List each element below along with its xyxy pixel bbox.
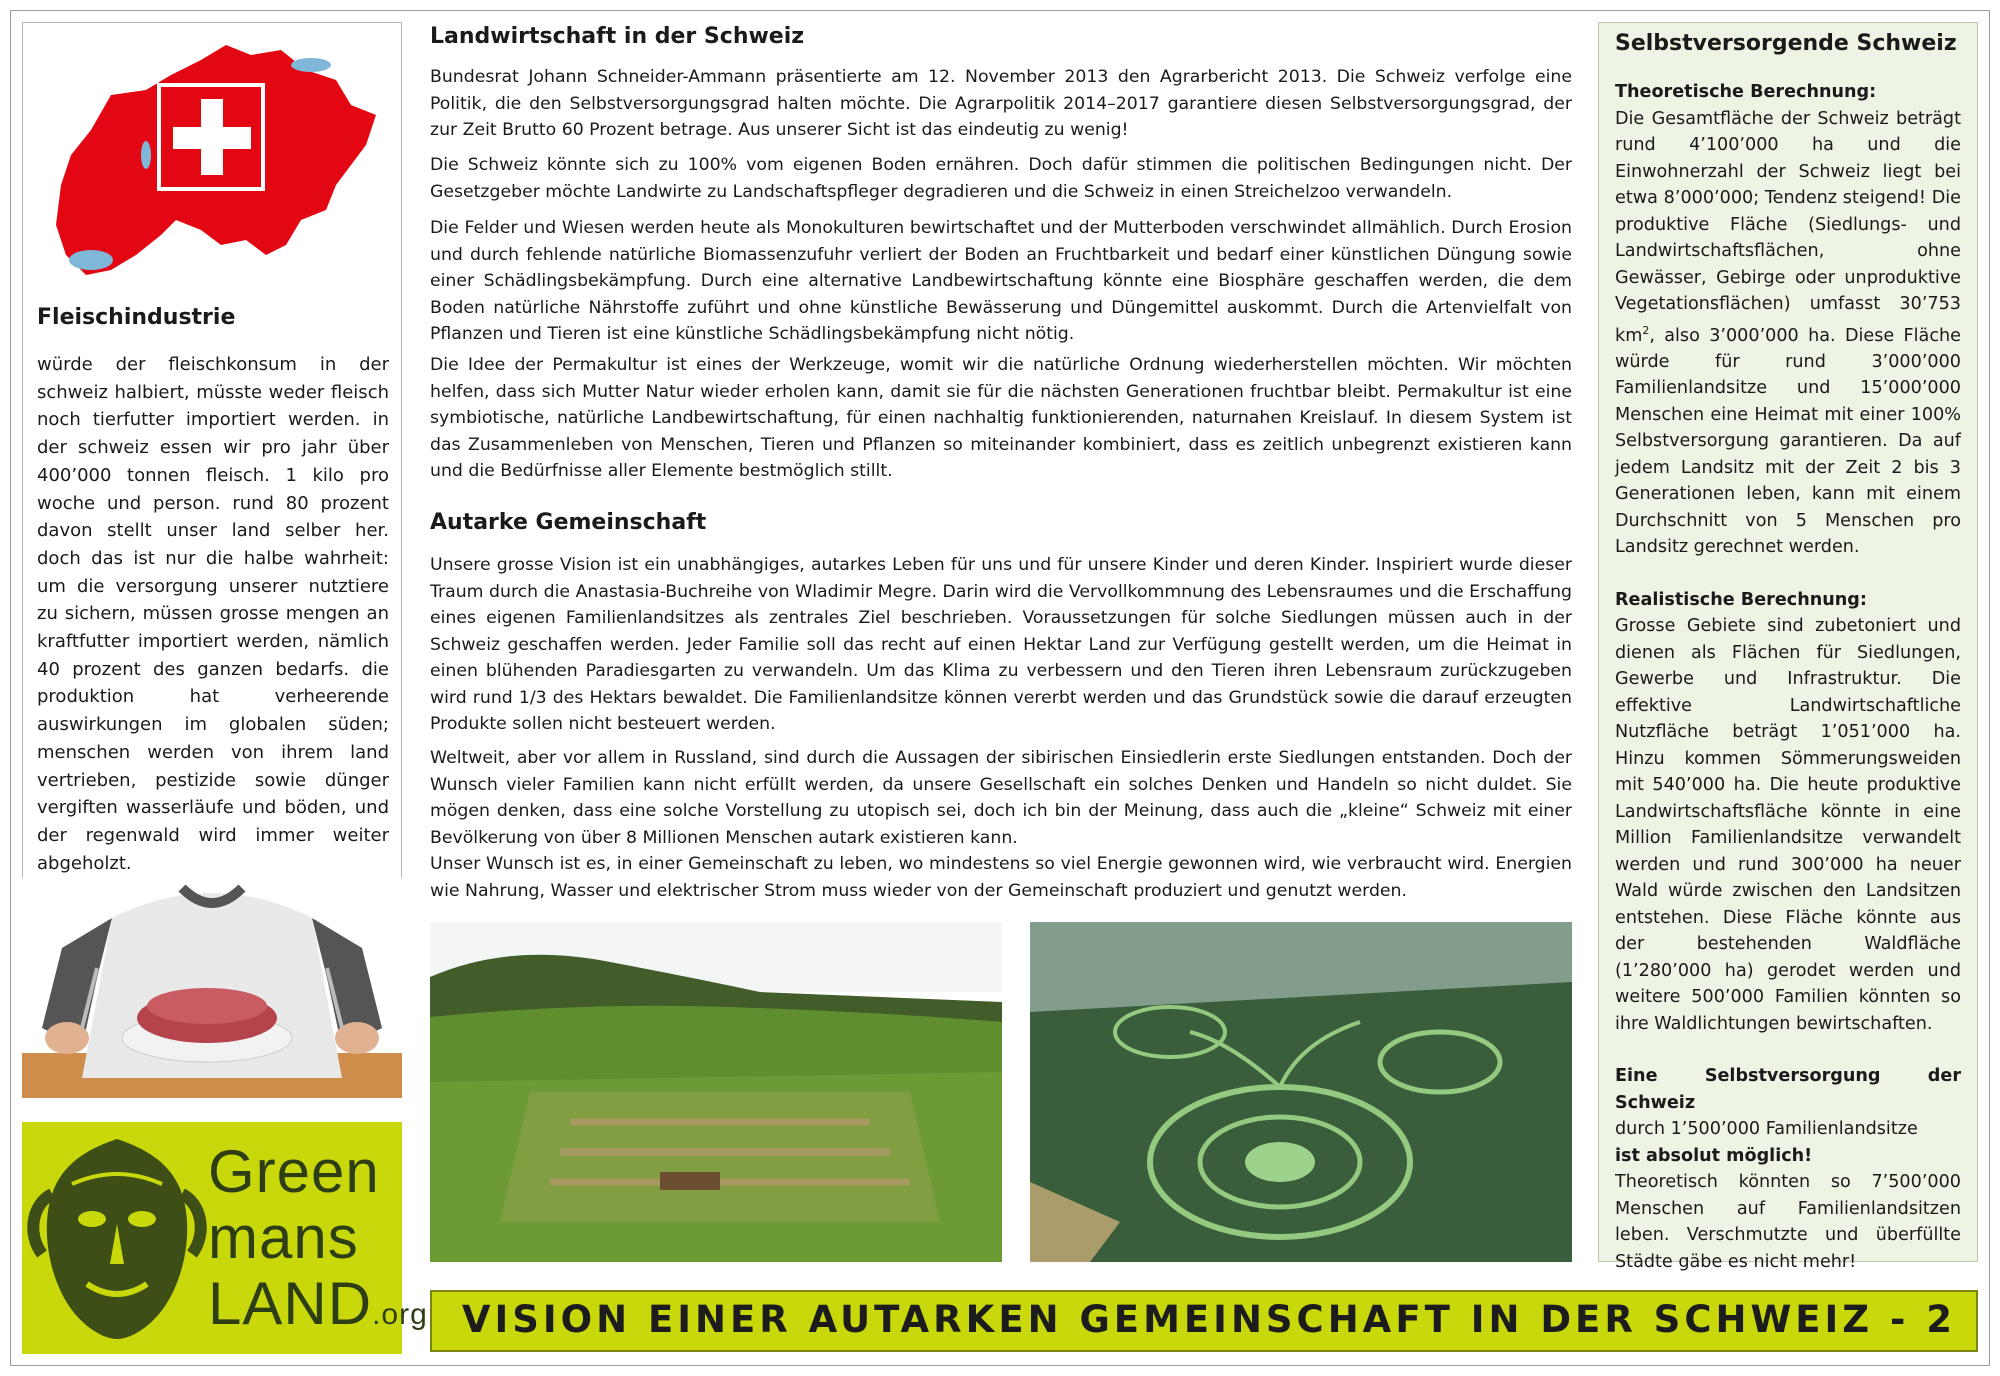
- sidebar-heading: Selbstversorgende Schweiz: [1615, 31, 1957, 56]
- left-heading: Fleischindustrie: [37, 305, 236, 330]
- sidebar-body: [1615, 79, 1961, 1275]
- paragraph-wunsch-text: Unser Wunsch ist es, in einer Gemeinschaft zu leben, wo mindestens so viel Energie gewonnen wird, wie verbraucht wird. Energien wie Nahrung, Wasser und elektrischer Strom muss wieder von der Gemeinschaft produziert und genutzt werden.: [430, 854, 1572, 901]
- text-familienlandsitze: durch 1’500’000 Familienlandsitze: [1615, 1119, 1918, 1140]
- paragraph-vision: Unsere grosse Vision ist ein unabhängiges, autarkes Leben für uns und für unsere Kinder und deren Kinder. Inspiriert wurde dieser Traum durch die Anastasia-Buchreihe von Wladimir Megre. Darin wird die Vervollkommnung des Lebensraumes und die Erschaffung eines eigenen Familienlandsitzes als zentrales Ziel beschrieben. Voraussetzungen für solche Siedlungen müssen auch in der Schweiz geschaffen werden. Jeder Familie soll das recht auf einen Hektar Land zur Verfügung gestellt werden, um die Heimat in einen blühenden Paradiesgarten zu verwandeln. Um das Klima zu verbessern und den Tieren ihren Lebensraum zurückzugeben wird rund 1/3 des Hektars bewaldet. Die Familienlandsitze können vererbt werden und das Grundstück sowie die darauf erzeugten Produkte sollen nicht besteuert werden.: [430, 555, 1572, 734]
- paragraph-weltweit: [430, 745, 1572, 904]
- lake-geneva: [69, 250, 113, 270]
- text-realistisch: Grosse Gebiete sind zubetoniert und dienen als Flächen für Siedlungen, Gewerbe und Infrastruktur. Die effektive Landwirtschaftliche Nutzfläche beträgt 1’051’000 ha. Hinzu kommen Sömmerungsweiden mit 540’000 ha. Die heute produktive Landwirtschaftsfläche könnte in eine Million Familienlandsitze verwandelt werden und rund 300’000 ha neuer Wald würde zwischen den Landsitzen entstehen. Diese Fläche könnte aus der bestehenden Waldfläche (1’280’000 ha) gerodet werden und weitere 500’000 Familien könnten so ihre Waldlichtungen bewirtschaften.: [1615, 616, 1961, 1034]
- paragraph-agrarbericht: Bundesrat Johann Schneider-Ammann präsentierte am 12. November 2013 den Agrarbericht 2013. Die Schweiz verfolge eine Politik, die den Selbstversorgungsgrad halten möchte. Die Agrarpolitik 2014–2017 garantiere diesen Selbstversorgungsgrad, der zur Zeit Brutto 60 Prozent betrage. Aus unserer Sicht ist das eindeutig zu wenig!: [430, 67, 1572, 140]
- logo-word-land: LAND: [208, 1270, 373, 1337]
- subheading-selbstversorgung: Eine Selbstversorgung der Schweiz: [1615, 1066, 1961, 1113]
- greenmansland-logo: [22, 1122, 428, 1354]
- logo-suffix: .org: [372, 1298, 428, 1331]
- right-sidebar: [1598, 22, 1978, 1272]
- heading-autarke-gemeinschaft: Autarke Gemeinschaft: [430, 510, 707, 535]
- photo-man-with-meat: [22, 878, 402, 1098]
- green-man-face-icon: [32, 1134, 202, 1344]
- logo-word-green: Green: [208, 1138, 380, 1205]
- superscript-2: 2: [1642, 323, 1650, 337]
- text-fazit: Theoretisch könnten so 7’500’000 Menschen auf Familienlandsitzen leben. Verschmutzte und überfüllte Städte gäbe es nicht mehr!: [1615, 1172, 1961, 1272]
- text-theoretisch-a: Die Gesamtfläche der Schweiz beträgt rund 4’100’000 ha und die Einwohnerzahl der Schweiz liegt bei etwa 8’000’000; Tendenz steigend! Die produktive Fläche (Siedlungs- und Landwirtschaftsflächen, ohne Gewässer, Gebirge oder unproduktive Vegetationsflächen) umfasst 30’753 km: [1615, 108, 1961, 346]
- paragraph-monokulturen: Die Felder und Wiesen werden heute als Monokulturen bewirtschaftet und der Mutterboden verschwindet allmählich. Durch Erosion und durch fehlende natürliche Biomassenzufuhr verliert der Boden an Fruchtbarkeit und bedarf einer künstlichen Düngung sowie einer Schädlingsbekämpfung. Durch eine alternative Landbewirtschaftung könnte eine Biosphäre geschaffen werden, die dem Boden natürliche Nährstoffe zuführt und ohne künstliche Bewässerung und Düngemittel auskommt. Durch die Artenvielfalt von Pflanzen und Tieren ist eine künstliche Schädlingsbekämpfung nicht nötig.: [430, 218, 1572, 344]
- left-column: [22, 22, 402, 882]
- paragraph-weltweit-text: Weltweit, aber vor allem in Russland, sind durch die Aussagen der sibirischen Einsiedlerin erste Siedlungen entstanden. Doch der Wunsch vieler Familien kann nicht erfüllt werden, da unsere Gesellschaft ein solches Denken und Handeln so nicht duldet. Sie mögen denken, dass eine solche Vorstellung zu utopisch sei, doch ich bin der Meinung, dass auch die „kleine“ Schweiz mit einer Bevölkerung von über 8 Millionen Menschen autark existieren kann.: [430, 748, 1572, 848]
- text-theoretisch-b: , also 3’000’000 ha. Diese Fläche würde für rund 3’000’000 Familienlandsitze und 15’000’000 Menschen eine Heimat mit einer 100% Selbstversorgung garantieren. Da auf jedem Landsitz mit der Zeit 2 bis 3 Generationen leben, kann mit einem Durchschnitt von 5 Menschen pro Landsitz gerechnet werden.: [1615, 325, 1961, 558]
- title-banner: [430, 1290, 1978, 1352]
- photo-settlement-aerial-rendering: [1030, 922, 1572, 1262]
- subheading-theoretisch: Theoretische Berechnung:: [1615, 82, 1877, 102]
- paragraph-selbstversorgung: Die Schweiz könnte sich zu 100% vom eigenen Boden ernähren. Doch dafür stimmen die politischen Bedingungen nicht. Der Gesetzgeber möchte Landwirte zu Landschaftspfleger degradieren und die Schweiz in einen Streichelzoo verwandeln.: [430, 155, 1572, 202]
- paragraph-permakultur: Die Idee der Permakultur ist eines der Werkzeuge, womit wir die natürliche Ordnung wiederherstellen möchten. Wir möchten helfen, dass sich Mutter Natur wieder erholen kann, damit sie für die nächsten Generationen fruchtbar bleibt. Permakultur ist eine symbiotische, natürliche Landbewirtschaftung, für einen nachhaltig funktionierenden, naturnahen Kreislauf. In diesem System ist das Zusammenleben von Menschen, Tieren und Pflanzen so miteinander kombiniert, dass es zeitlich unbegrenzt existieren kann und die Bedürfnisse aller Elemente bestmöglich stillt.: [430, 355, 1572, 481]
- subheading-realistisch: Realistische Berechnung:: [1615, 589, 1867, 610]
- left-body-text: würde der fleischkonsum in der schweiz halbiert, müsste weder fleisch noch tierfutter importiert werden. in der schweiz essen wir pro jahr über 400’000 tonnen fleisch. 1 kilo pro woche und person. rund 80 prozent davon stellt unser land selber her. doch das ist nur die halbe wahrheit: um die versorgung unserer nutztiere zu sichern, müssen grosse mengen an kraftfutter importiert werden, nämlich 40 prozent des ganzen bedarfs. die produktion hat verheerende auswirkungen im globalen süden; menschen werden von ihrem land vertrieben, pestizide sowie dünger vergiften wasserläufe und böden, und der regenwald wird immer weiter abgeholzt.: [37, 354, 389, 874]
- heading-landwirtschaft: Landwirtschaft in der Schweiz: [430, 24, 805, 49]
- subheading-moeglich: ist absolut möglich!: [1615, 1145, 1813, 1166]
- banner-title: VISION EINER AUTARKEN GEMEINSCHAFT IN DER SCHWEIZ - 2: [461, 1298, 1956, 1341]
- logo-word-mans: mans: [208, 1204, 359, 1271]
- photo-permaculture-field: [430, 922, 1002, 1262]
- switzerland-map: [51, 35, 381, 285]
